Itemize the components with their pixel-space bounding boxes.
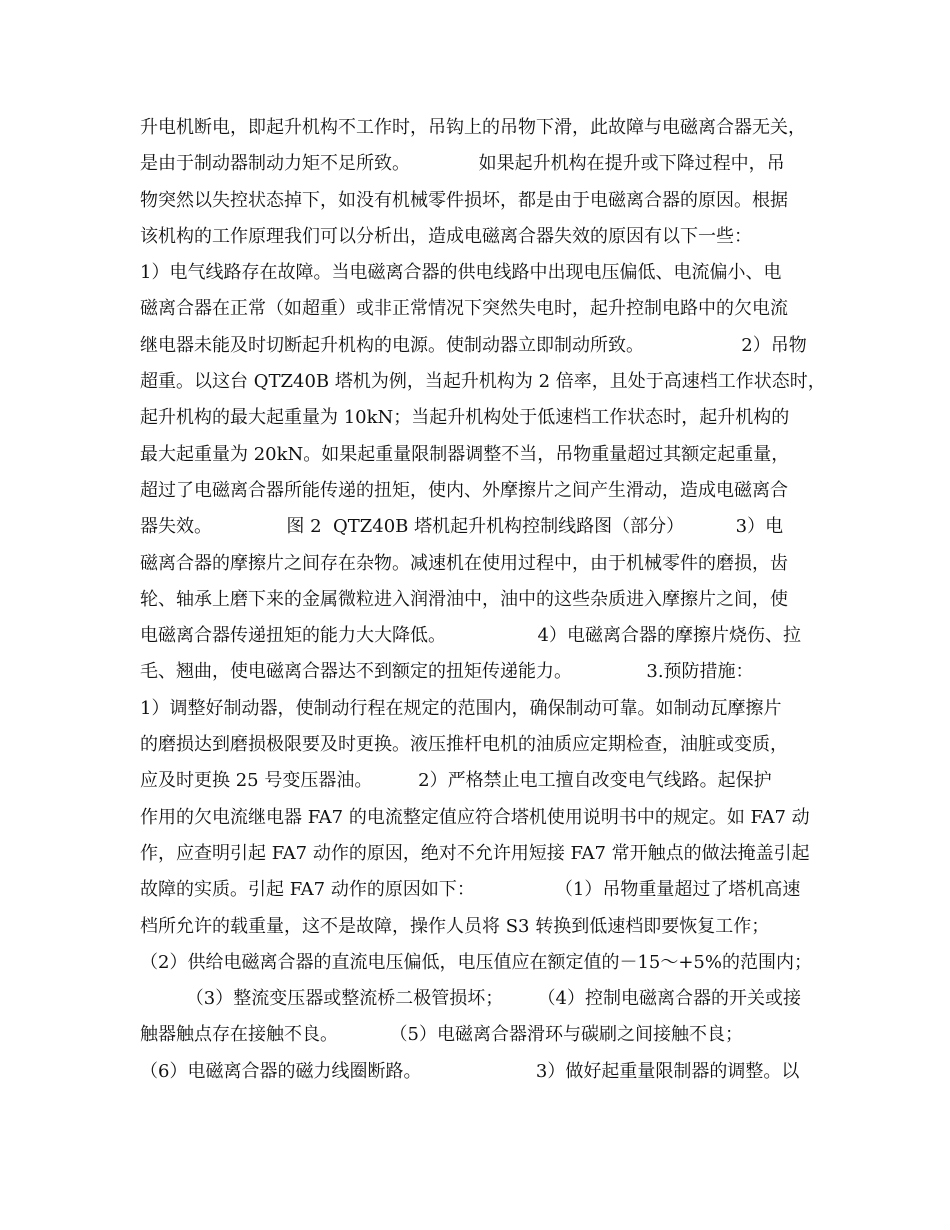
text-line: 超过了电磁离合器所能传递的扭矩，使内、外摩擦片之间产生滑动，造成电磁离合 bbox=[140, 479, 788, 501]
text-line: 该机构的工作原理我们可以分析出，造成电磁离合器失效的原因有以下一些： bbox=[140, 225, 752, 247]
text-line: 器失效。 图 2 QTZ40B 塔机起升机构控制线路图（部分） 3）电 bbox=[140, 516, 784, 538]
text-line: 最大起重量为 20kN。如果起重量限制器调整不当，吊物重量超过其额定起重量， bbox=[140, 443, 790, 465]
text-line: （2）供给电磁离合器的直流电压偏低，电压值应在额定值的－15～+5%的范围内； bbox=[140, 951, 812, 973]
text-line: 的磨损达到磨损极限要及时更换。液压推杆电机的油质应定期检查，油脏或变质， bbox=[140, 734, 788, 756]
text-line: 电磁离合器传递扭矩的能力大大降低。 4）电磁离合器的摩擦片烧伤、拉 bbox=[140, 625, 801, 647]
text-line: 磁离合器的摩擦片之间存在杂物。减速机在使用过程中，由于机械零件的磨损，齿 bbox=[140, 552, 788, 574]
text-line: 升电机断电，即起升机构不工作时，吊钩上的吊物下滑，此故障与电磁离合器无关， bbox=[140, 117, 806, 138]
text-line: 作用的欠电流继电器 FA7 的电流整定值应符合塔机使用说明书中的规定。如 FA7 动 bbox=[140, 806, 810, 828]
text-line: 档所允许的载重量，这不是故障，操作人员将 S3 转换到低速档即要恢复工作； bbox=[140, 915, 770, 937]
text-line: 触器触点存在接触不良。 （5）电磁离合器滑环与碳刷之间接触不良； bbox=[140, 1024, 743, 1046]
text-line: （3）整流变压器或整流桥二极管损坏； （4）控制电磁离合器的开关或接 bbox=[140, 988, 802, 1010]
text-line: 起升机构的最大起重量为 10kN；当起升机构处于低速档工作状态时，起升机构的 bbox=[140, 407, 790, 429]
text-line: 应及时更换 25 号变压器油。 2）严格禁止电工擅自改变电气线路。起保护 bbox=[140, 770, 772, 792]
text-line: 超重。以这台 QTZ40B 塔机为例，当起升机构为 2 倍率，且处于高速档工作状态时， bbox=[140, 371, 826, 393]
text-line: 作，应查明引起 FA7 动作的原因，绝对不允许用短接 FA7 常开触点的做法掩盖引起 bbox=[140, 842, 810, 864]
text-line: 毛、翘曲，使电磁离合器达不到额定的扭矩传递能力。 3.预防措施： bbox=[140, 661, 754, 683]
text-line: 轮、轴承上磨下来的金属微粒进入润滑油中，油中的这些杂质进入摩擦片之间，使 bbox=[140, 588, 788, 610]
text-line: 是由于制动器制动力矩不足所致。 如果起升机构在提升或下降过程中，吊 bbox=[140, 153, 785, 175]
text-line: 1）调整好制动器，使制动行程在规定的范围内，确保制动可靠。如制动瓦摩擦片 bbox=[140, 697, 782, 719]
text-line: 磁离合器在正常（如超重）或非正常情况下突然失电时，起升控制电路中的欠电流 bbox=[140, 298, 788, 320]
document-body bbox=[140, 110, 826, 1090]
text-line: 物突然以失控状态掉下，如没有机械零件损坏，都是由于电磁离合器的原因。根据 bbox=[140, 189, 788, 211]
text-line: 故障的实质。引起 FA7 动作的原因如下： （1）吊物重量超过了塔机高速 bbox=[140, 879, 801, 901]
text-line: （6）电磁离合器的磁力线圈断路。 3）做好起重量限制器的调整。以 bbox=[140, 1060, 800, 1082]
text-line: 1）电气线路存在故障。当电磁离合器的供电线路中出现电压偏低、电流偏小、电 bbox=[140, 262, 782, 284]
text-line: 继电器未能及时切断起升机构的电源。使制动器立即制动所致。 2）吊物 bbox=[140, 334, 807, 356]
